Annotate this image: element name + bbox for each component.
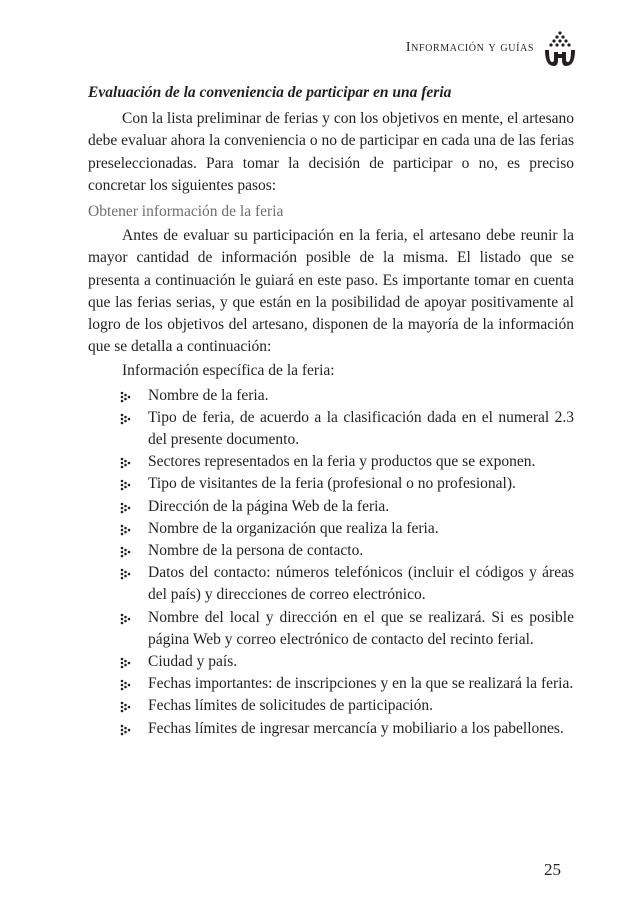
list-item-text: Nombre de la feria. bbox=[148, 386, 269, 404]
subheading: Obtener información de la feria bbox=[88, 203, 284, 221]
section-title: Evaluación de la conveniencia de participar en una feria bbox=[88, 84, 452, 101]
arrow-bullet-icon bbox=[120, 678, 134, 692]
page-header bbox=[406, 30, 578, 70]
list-item-text: Fechas límites de ingresar mercancía y mobiliario a los pabellones. bbox=[148, 719, 564, 737]
arrow-bullet-icon bbox=[120, 412, 134, 426]
list-item-text: Datos del contacto: números telefónicos (incluir el códigos y áreas del país) y direcciones de correo electrónico. bbox=[148, 564, 574, 604]
list-item bbox=[120, 673, 574, 695]
list-item-text: Ciudad y país. bbox=[148, 653, 238, 671]
arrow-bullet-icon bbox=[120, 567, 134, 581]
arrow-bullet-icon bbox=[120, 612, 134, 626]
arrow-bullet-icon bbox=[120, 723, 134, 737]
list-item-text: Tipo de visitantes de la feria (profesional o no profesional). bbox=[148, 475, 516, 493]
list-item bbox=[120, 451, 574, 473]
arrow-bullet-icon bbox=[120, 390, 134, 404]
body-paragraph: Antes de evaluar su participación en la feria, el artesano debe reunir la mayor cantidad de información posible de la misma. El listado que se presenta a continuación le guiará en este paso. Es importante tomar en cuenta que las ferias serias, y que están en la posibilidad de apoyar positivamente al logro de los objetivos del artesano, disponen de la mayoría de la información que se detalla a continuación: bbox=[88, 227, 574, 356]
list-item bbox=[120, 695, 574, 717]
list-item-text: Nombre de la persona de contacto. bbox=[148, 542, 364, 560]
list-item bbox=[120, 540, 574, 562]
list-item bbox=[120, 385, 574, 407]
list-item bbox=[120, 496, 574, 518]
list-item-text: Tipo de feria, de acuerdo a la clasificación dada en el numeral 2.3 del presente documento. bbox=[148, 408, 574, 449]
arrow-bullet-icon bbox=[120, 478, 134, 492]
arrow-bullet-icon bbox=[120, 523, 134, 537]
list-intro: Información específica de la feria: bbox=[122, 362, 335, 380]
list-item bbox=[120, 473, 574, 495]
list-item-text: Nombre de la organización que realiza la feria. bbox=[148, 519, 439, 537]
list-item bbox=[120, 518, 574, 540]
arrow-bullet-icon bbox=[120, 700, 134, 714]
arrow-bullet-icon bbox=[120, 656, 134, 670]
page-content bbox=[88, 82, 574, 740]
arrow-bullet-icon bbox=[120, 501, 134, 515]
list-item bbox=[120, 407, 574, 451]
list-item bbox=[120, 607, 574, 651]
list-item-text: Nombre del local y dirección en el que se realizará. Si es posible página Web y correo electrónico de contacto del recinto ferial. bbox=[148, 608, 574, 648]
list-item-text: Dirección de la página Web de la feria. bbox=[148, 497, 390, 515]
list-item-text: Sectores representados en la feria y productos que se exponen. bbox=[148, 453, 536, 471]
feria-info-list bbox=[88, 385, 574, 740]
list-item-text: Fechas importantes: de inscripciones y en la que se realizará la feria. bbox=[148, 675, 574, 693]
intro-paragraph: Con la lista preliminar de ferias y con los objetivos en mente, el artesano debe evaluar ahora la conveniencia o no de participar en cada una de las ferias preseleccionadas. Para tomar la decisión de participar o no, es preciso concretar los siguientes pasos: bbox=[88, 110, 574, 194]
list-item-text: Fechas límites de solicitudes de participación. bbox=[148, 697, 433, 715]
list-item bbox=[120, 651, 574, 673]
list-item bbox=[120, 562, 574, 606]
list-item bbox=[120, 718, 574, 740]
arrow-bullet-icon bbox=[120, 456, 134, 470]
running-title: Información y guías bbox=[405, 40, 534, 55]
arrow-bullet-icon bbox=[120, 545, 134, 559]
grape-cluster-logo-icon bbox=[542, 30, 578, 70]
page-number: 25 bbox=[544, 860, 561, 879]
